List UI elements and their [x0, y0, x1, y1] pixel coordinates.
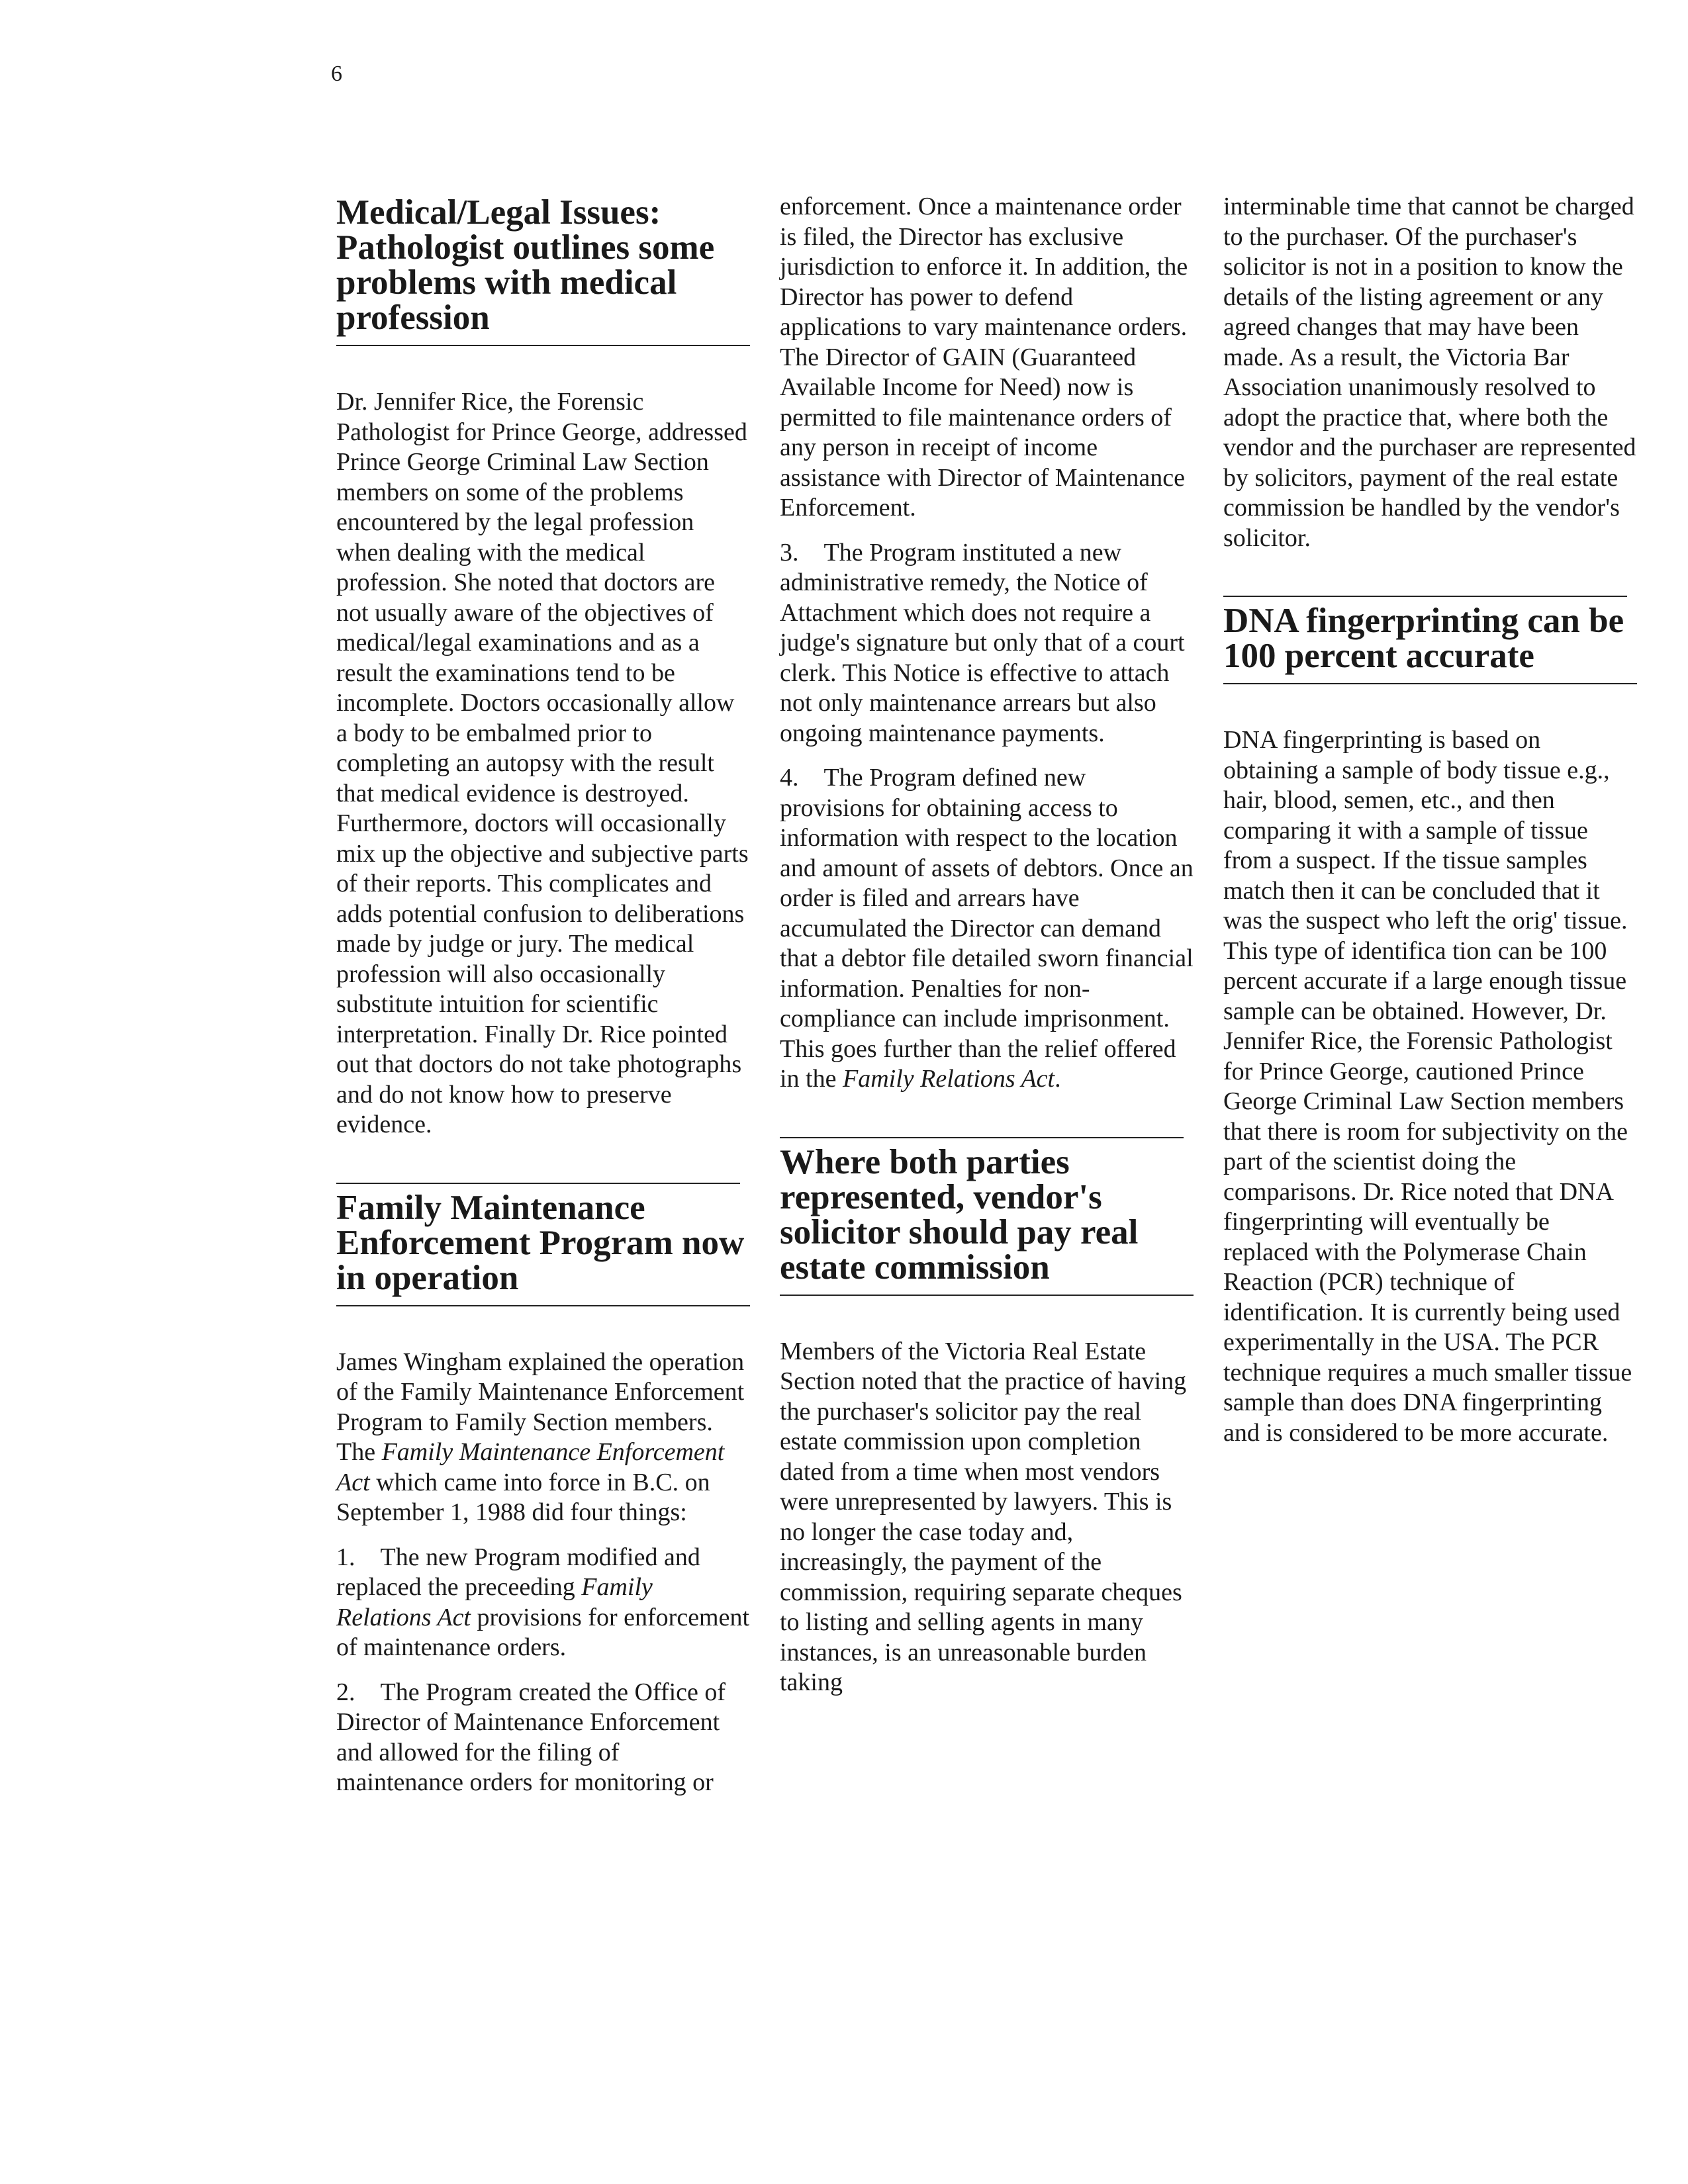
headline-real-estate: Where both parties represented, vendor's solicitor should pay real estate commission	[780, 1145, 1194, 1296]
headline-dna-fingerprinting: DNA fingerprinting can be 100 percent accurate	[1223, 604, 1637, 684]
article-realestate-body-cont: interminable time that cannot be charged to the purchaser. Of the purchaser's solicitor is not in a position to know the details of the listing agreement or any agreed changes that may have been made. As a result, the Victoria Bar Association unanimously resolved to adopt the practice that, where both the vendor and the purchaser are represented by solicitors, payment of the real estate commission be handled by the vendor's solicitor.	[1223, 193, 1636, 552]
article-family-item-4: 4. The Program defined new provisions for obtaining access to information with respect to the location and amount of assets of debtors. Once an order is filed and arrears have accumulated the Director can demand that a debtor file detailed sworn financial information. Penalties for non-compliance can include imprisonment. This goes further than the relief offered in the Family Relations Act.	[780, 764, 1194, 1093]
article-medical-body: Dr. Jennifer Rice, the Forensic Pathologist for Prince George, addressed Prince George Criminal Law Section members on some of the problems encountered by the legal profession when dealing with the medical profession. She noted that doctors are not usually aware of the objectives of medical/legal examinations and as a result the examinations tend to be incomplete. Doctors occasionally allow a body to be embalmed prior to completing an autopsy with the result that medical evidence is destroyed. Furthermore, doctors will occasionally mix up the objective and subjective parts of their reports. This complicates and adds potential confusion to deliberations made by judge or jury. The medical profession will also occasionally substitute intuition for scientific interpretation. Finally Dr. Rice pointed out that doctors do not take photographs and do not know how to preserve evidence.	[336, 388, 749, 1138]
article-family-item-2: 2. The Program created the Office of Director of Maintenance Enforcement and allowed for the filing of maintenance orders for monitoring or	[336, 1678, 726, 1796]
headline-medical-legal: Medical/Legal Issues: Pathologist outlines some problems with medical profession	[336, 195, 750, 346]
article-family-item-3: 3. The Program instituted a new administrative remedy, the Notice of Attachment which does not require a judge's signature but only that of a court clerk. This Notice is effective to attach not only maintenance arrears but also ongoing maintenance payments.	[780, 538, 1185, 747]
article-family-intro: James Wingham explained the operation of the Family Maintenance Enforcement Program to Family Section members. The Family Maintenance Enforcement Act which came into force in B.C. on September 1, 1988 did four things:	[336, 1347, 745, 1526]
section-divider	[1223, 596, 1627, 597]
column-2	[780, 192, 1194, 1713]
article-dna-body: DNA fingerprinting is based on obtaining a sample of body tissue e.g., hair, blood, semen, etc., and then comparing it with a sample of tissue from a suspect. If the tissue samples match then it can be concluded that it was the suspect who left the orig' tissue. This type of identifica tion can be 100 percent accurate if a large enough tissue sample can be obtained. However, Dr. Jennifer Rice, the Forensic Pathologist for Prince George, cautioned Prince George Criminal Law Section members that there is room for subjectivity on the part of the scientist doing the comparisons. Dr. Rice noted that DNA fingerprinting will eventually be replaced with the Polymerase Chain Reaction (PCR) technique of identification. It is currently being used experimentally in the USA. The PCR technique requires a much smaller tissue sample than does DNA fingerprinting and is considered to be more accurate.	[1223, 726, 1632, 1447]
section-divider	[780, 1137, 1184, 1138]
column-3	[1223, 192, 1637, 1463]
column-1	[336, 195, 750, 1813]
article-family-item-1: 1. The new Program modified and replaced the preceeding Family Relations Act provisions for enforcement of maintenance orders.	[336, 1543, 750, 1661]
article-realestate-body: Members of the Victoria Real Estate Section noted that the practice of having the purchaser's solicitor pay the real estate commission upon completion dated from a time when most vendors were unrepresented by lawyers. This is no longer the case today and, increasingly, the payment of the commission, requiring separate cheques to listing and selling agents in many instances, is an unreasonable burden taking	[780, 1337, 1187, 1696]
article-family-item-2-cont: enforcement. Once a maintenance order is filed, the Director has exclusive jurisdiction to enforce it. In addition, the Director has power to defend applications to vary maintenance orders. The Director of GAIN (Guaranteed Available Income for Need) now is permitted to file maintenance orders of any person in receipt of income assistance with Director of Maintenance Enforcement.	[780, 193, 1188, 522]
section-divider	[336, 1183, 740, 1184]
headline-family-maintenance: Family Maintenance Enforcement Program now in operation	[336, 1191, 750, 1306]
page-number: 6	[331, 62, 342, 86]
